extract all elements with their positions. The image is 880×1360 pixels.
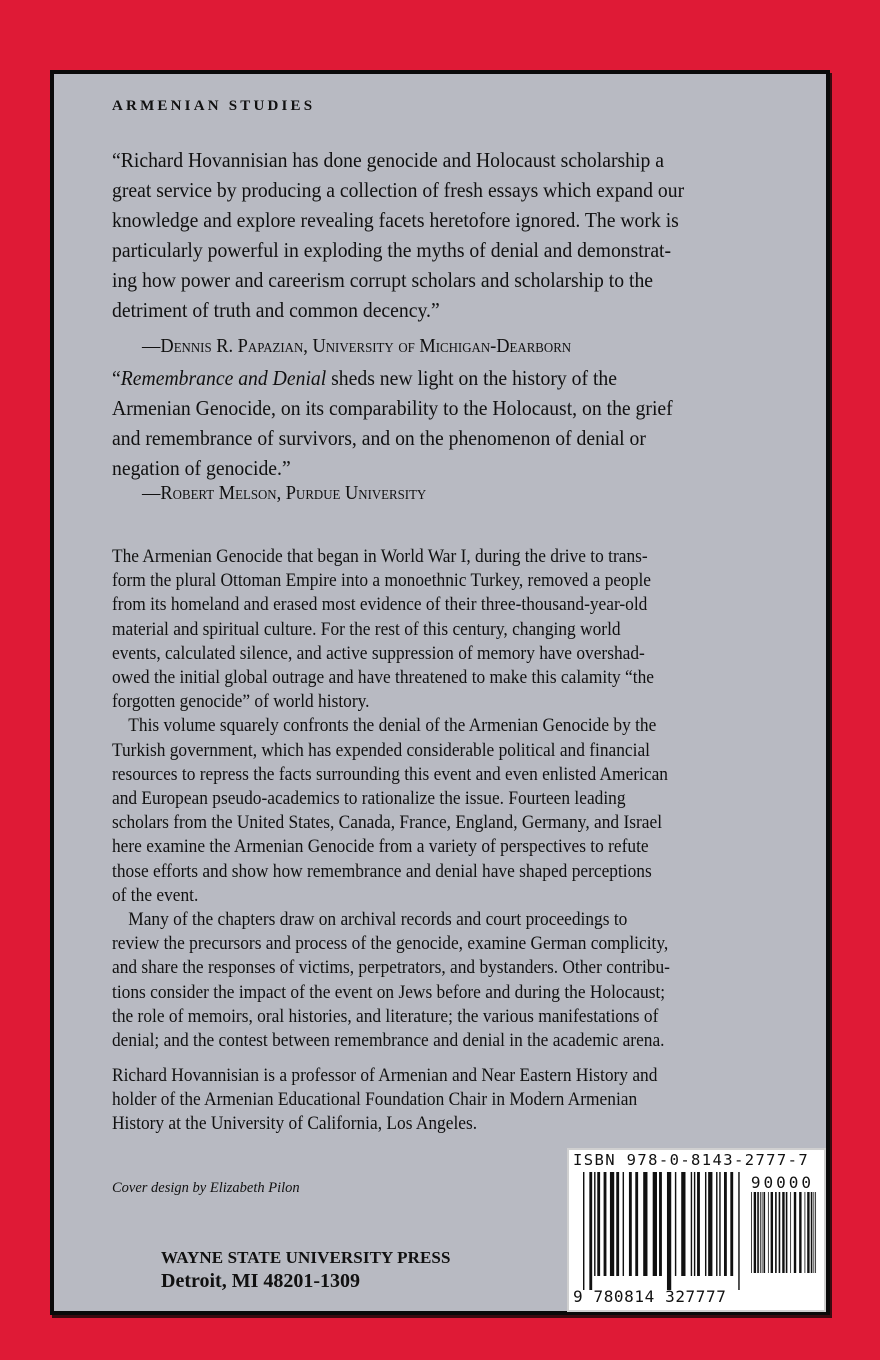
bio-line: History at the University of California, Los Angeles.	[112, 1113, 478, 1135]
barcode-bar	[771, 1192, 773, 1273]
quote-line: detriment of truth and common decency.”	[112, 298, 440, 322]
quote-1-attribution	[142, 335, 571, 358]
desc-line: and European pseudo-academics to rationalize the issue. Fourteen leading	[112, 788, 626, 810]
endorsement-quote-1	[112, 145, 822, 325]
desc-line: Many of the chapters draw on archival records and court proceedings to	[128, 909, 628, 931]
open-quote: “	[112, 366, 121, 390]
barcode-bar	[583, 1172, 584, 1290]
barcode-bar	[724, 1172, 727, 1276]
barcode-bar	[775, 1192, 777, 1273]
quote-line: knowledge and explore revealing facets heretofore ignored. The work is	[112, 208, 679, 232]
cover-design-credit: Cover design by Elizabeth Pilon	[112, 1180, 300, 1196]
barcode-bar	[779, 1192, 781, 1273]
barcode-bar	[623, 1172, 624, 1276]
quote-line: “Richard Hovannisian has done genocide and Holocaust scholarship a	[112, 148, 664, 172]
bio-line: holder of the Armenian Educational Foundation Chair in Modern Armenian	[112, 1089, 638, 1111]
endorsement-quote-2	[112, 363, 822, 483]
publisher-name: WAYNE STATE UNIVERSITY PRESS	[161, 1248, 451, 1267]
barcode-bar	[597, 1172, 600, 1276]
quote-line-text: sheds new light on the history of the	[326, 366, 618, 390]
barcode-bar	[794, 1192, 796, 1273]
barcode-bar	[643, 1172, 647, 1276]
bio-line: Richard Hovannisian is a professor of Armenian and Near Eastern History and	[112, 1065, 658, 1086]
barcode-bar	[610, 1172, 614, 1276]
barcode-bar	[697, 1172, 700, 1276]
barcode-bar	[716, 1172, 717, 1276]
barcode-bar	[604, 1172, 607, 1276]
barcode-bar	[708, 1172, 712, 1276]
desc-line: owed the initial global outrage and have threatened to make this calamity “the	[112, 667, 654, 689]
attribution-text: —Dennis R. Papazian, University of Michigan-Dearborn	[142, 335, 572, 357]
isbn-label: ISBN 978-0-8143-2777-7	[573, 1151, 810, 1169]
barcode-bar	[811, 1192, 813, 1273]
barcode-bar	[594, 1172, 595, 1276]
addon-barcode-bars	[751, 1192, 817, 1287]
barcode-bar	[763, 1192, 765, 1273]
barcode-bar	[738, 1172, 739, 1290]
barcode-bar	[730, 1172, 733, 1276]
barcode-bar	[629, 1172, 632, 1276]
barcode-bar	[675, 1172, 676, 1276]
ean-digits: 9 780814 327777	[573, 1287, 727, 1306]
barcode-bar	[757, 1192, 759, 1273]
barcode-bar	[751, 1192, 752, 1273]
desc-line: resources to repress the facts surrounding this event and even enlisted American	[112, 763, 668, 785]
quote-line: ing how power and careerism corrupt scholars and scholarship to the	[112, 268, 654, 292]
barcode-bar	[782, 1192, 784, 1273]
desc-line: denial; and the contest between remembrance and denial in the academic arena.	[112, 1030, 665, 1052]
barcode-bar	[659, 1172, 662, 1276]
desc-line: scholars from the United States, Canada, France, England, Germany, and Israel	[112, 812, 663, 834]
author-bio	[112, 1064, 818, 1137]
barcode-bar	[719, 1172, 720, 1276]
barcode-bar	[799, 1192, 801, 1273]
barcode-bar	[786, 1192, 788, 1273]
desc-line: tions consider the impact of the event on Jews before and during the Holocaust;	[112, 981, 666, 1003]
barcode-bar	[667, 1172, 671, 1290]
barcode-bar	[681, 1172, 685, 1276]
barcode-bar	[616, 1172, 619, 1276]
ean-barcode-bars	[583, 1172, 743, 1290]
book-title: Remembrance and Denial	[120, 366, 327, 390]
desc-line: events, calculated silence, and active suppression of memory have overshad-	[112, 642, 645, 664]
quote-line: particularly powerful in exploding the myths of denial and demonstrat-	[112, 238, 672, 262]
desc-line: form the plural Ottoman Empire into a monoethnic Turkey, removed a people	[112, 570, 651, 592]
desc-line: material and spiritual culture. For the rest of this century, changing world	[112, 618, 621, 640]
barcode-bar	[805, 1192, 806, 1273]
barcode-bar	[691, 1172, 692, 1276]
desc-line: review the precursors and process of the genocide, examine German complicity,	[112, 933, 669, 955]
barcode-bar	[790, 1192, 791, 1273]
publisher-block	[161, 1248, 451, 1293]
book-description	[112, 545, 818, 1053]
desc-line: Turkish government, which has expended considerable political and financial	[112, 739, 651, 761]
desc-line: and share the responses of victims, perpetrators, and bystanders. Other contribu-	[112, 957, 670, 979]
barcode-bar	[635, 1172, 638, 1276]
desc-line: here examine the Armenian Genocide from a variety of perspectives to refute	[112, 836, 649, 858]
attribution-text: —Robert Melson, Purdue University	[142, 482, 427, 504]
barcode-bar	[762, 1192, 763, 1273]
quote-line: negation of genocide.”	[112, 456, 291, 480]
barcode-bar	[807, 1192, 809, 1273]
quote-line: and remembrance of survivors, and on the phenomenon of denial or	[112, 426, 646, 450]
quote-line: great service by producing a collection of fresh essays which expand our	[112, 178, 685, 202]
barcode-bar	[813, 1192, 814, 1273]
desc-line: forgotten genocide” of world history.	[112, 691, 370, 713]
barcode-bar	[760, 1192, 761, 1273]
price-addon-code: 90000	[750, 1173, 814, 1192]
isbn-barcode	[567, 1148, 826, 1312]
desc-line: of the event.	[112, 884, 199, 906]
quote-line: Armenian Genocide, on its comparability to the Holocaust, on the grief	[112, 396, 673, 420]
series-heading: ARMENIAN STUDIES	[112, 98, 316, 114]
desc-line: This volume squarely confronts the denial of the Armenian Genocide by the	[128, 715, 657, 737]
barcode-bar	[653, 1172, 657, 1276]
barcode-bar	[815, 1192, 816, 1273]
barcode-bar	[705, 1172, 706, 1276]
barcode-bar	[768, 1192, 769, 1273]
desc-line: the role of memoirs, oral histories, and literature; the various manifestations of	[112, 1005, 659, 1027]
desc-line: those efforts and show how remembrance and denial have shaped perceptions	[112, 860, 652, 882]
quote-2-attribution	[142, 482, 426, 505]
barcode-bar	[589, 1172, 592, 1290]
publisher-address: Detroit, MI 48201-1309	[161, 1270, 361, 1292]
desc-line: The Armenian Genocide that began in World War I, during the drive to trans-	[112, 546, 648, 567]
barcode-bar	[694, 1172, 695, 1276]
desc-line: from its homeland and erased most evidence of their three-thousand-year-old	[112, 594, 648, 616]
barcode-bar	[754, 1192, 756, 1273]
quote-line	[112, 363, 822, 393]
back-cover-panel	[50, 70, 830, 1315]
